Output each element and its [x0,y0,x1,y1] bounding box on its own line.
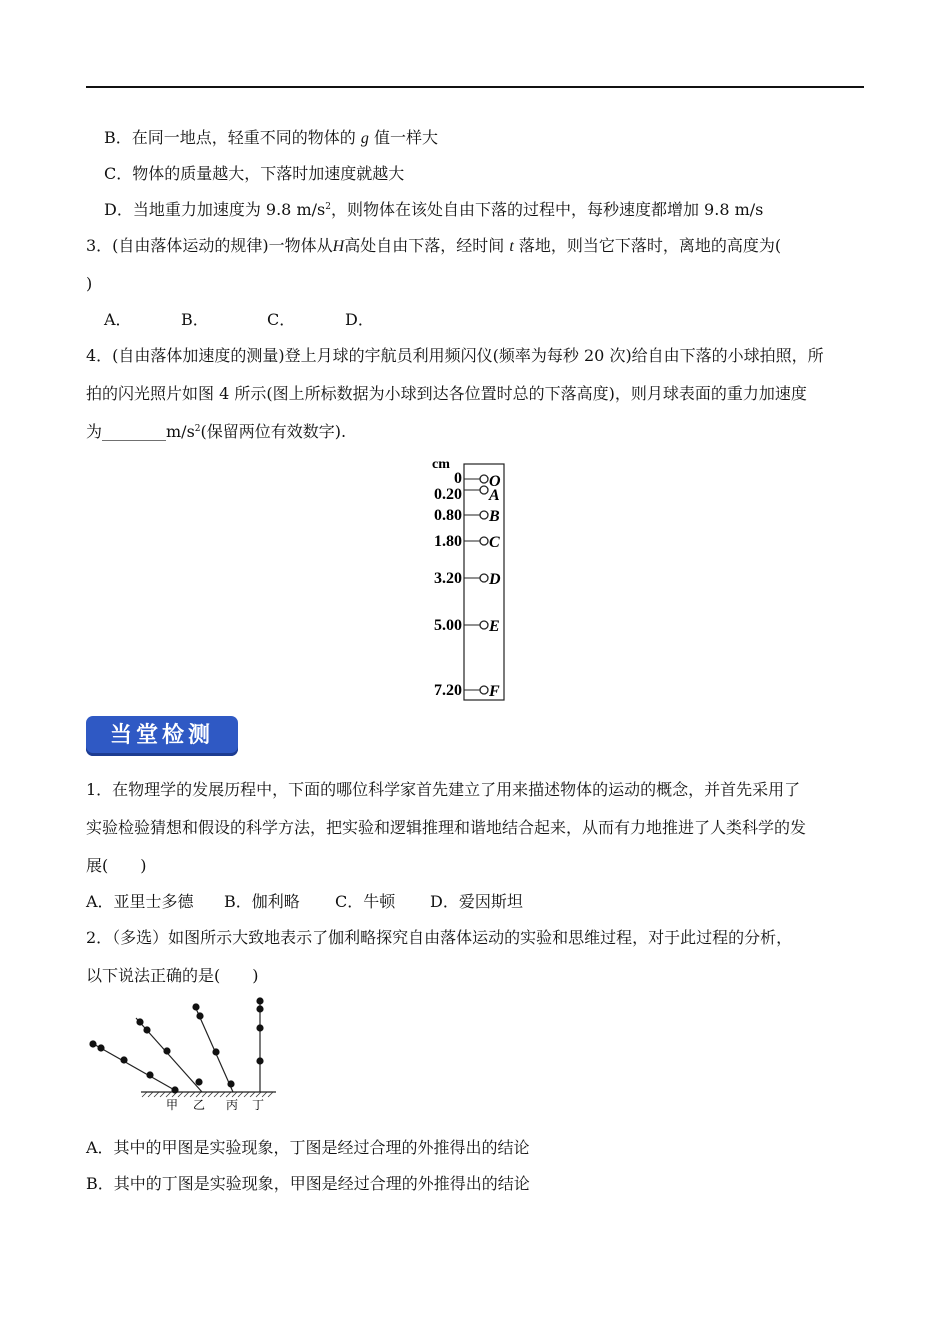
unit-label: cm [432,457,450,472]
mark-label-f: F [489,683,500,700]
q3-mid: 高处自由下落，经时间 [344,236,505,255]
q4-line-1: 4．(自由落体加速度的测量)登上月球的宇航员利用频闪仪(频率为每秒 20 次)给自由下落的小球拍照，所 [86,346,824,365]
t1-options [86,892,523,912]
mark-value-c: 1.80 [434,533,462,550]
galileo-incline-figure [86,996,286,1114]
q3-tail: 落地，则当它下落时，离地的高度为( [518,236,782,255]
mark-label-d: D [489,571,501,588]
mark-label-a: A [489,487,500,504]
var-t: t [509,238,514,255]
q4-line-2: 拍的闪光照片如图 4 所示(图上所标数据为小球到达各位置时总的下落高度)，则月球表面的重力加速度 [86,384,807,403]
ball-a [480,486,488,494]
ball-d [480,574,488,582]
t1-option-c: C．牛顿 [335,892,396,911]
q3-option-d: D． [345,310,374,329]
t1-line-3: 展( ) [86,856,147,875]
mark-label-o: O [489,473,501,490]
prev-option-d [104,200,763,220]
q4-tail: (保留两位有效数字). [200,422,347,441]
prev-option-c: C．物体的质量越大，下落时加速度就越大 [104,164,405,183]
t2-option-a: A．其中的甲图是实验现象，丁图是经过合理的外推得出的结论 [86,1138,530,1157]
q4-line-3 [86,422,346,442]
option-d-text: D．当地重力加速度为 9.8 m/s [104,200,326,219]
prev-option-b [104,128,438,149]
q3-pre: 3．(自由落体运动的规律)一物体从 [86,236,333,255]
t1-option-d: D．爱因斯坦 [430,892,523,911]
q3-option-a: A． [104,310,132,329]
ball-e [480,621,488,629]
superscript: 2 [325,202,331,212]
header-rule [86,86,864,88]
q3-options [104,310,374,330]
option-d-tail: ，则物体在该处自由下落的过程中，每秒速度都增加 9.8 m/s [330,200,764,219]
mark-value-e: 5.00 [434,617,462,634]
var-h: H [332,238,345,255]
mark-label-c: C [489,534,500,551]
mark-value-d: 3.20 [434,570,462,587]
balls [89,997,263,1093]
ground-hatch [142,1092,273,1097]
q3-stem [86,236,781,257]
t2-line-1: 2．（多选）如图所示大致地表示了伽利略探究自由落体运动的实验和思维过程，对于此过程的分析， [86,928,793,947]
var-g: g [360,130,369,147]
mark-value-a: 0.20 [434,486,462,503]
ball-o [480,475,488,483]
q3-option-b: B． [181,310,209,329]
mark-value-o: 0 [454,470,462,487]
section-title: 当堂检测 [109,723,214,748]
q3-close: ) [86,274,93,293]
q3-option-c: C． [267,310,296,329]
label-ding: 丁 [252,1098,265,1112]
section-badge [86,716,238,756]
mark-value-b: 0.80 [434,507,462,524]
mark-label-e: E [489,618,500,635]
t2-line-2: 以下说法正确的是( ) [86,966,259,985]
t1-line-1: 1．在物理学的发展历程中，下面的哪位科学家首先建立了用来描述物体的运动的概念，并首先采用了 [86,780,801,799]
t1-option-b: B．伽利略 [224,892,300,911]
option-b-text: B．在同一地点，轻重不同的物体的 [104,128,356,147]
mark-label-b: B [489,508,500,525]
ball-c [480,537,488,545]
t1-line-2: 实验检验猜想和假设的科学方法，把实验和逻辑推理和谐地结合起来，从而有力地推进了人类科学的发 [86,818,807,837]
mark-value-f: 7.20 [434,682,462,699]
ball-b [480,511,488,519]
label-bing: 丙 [226,1098,239,1112]
q4-blank: 为________m/s [86,422,195,441]
label-yi: 乙 [193,1098,206,1112]
strobe-photo-figure [420,452,520,708]
t1-option-a: A．亚里士多德 [86,892,194,911]
ball-f [480,686,488,694]
superscript: 2 [194,424,201,434]
option-b-tail: 值一样大 [373,128,438,147]
label-jia: 甲 [166,1098,179,1112]
t2-option-b: B．其中的丁图是实验现象，甲图是经过合理的外推得出的结论 [86,1174,530,1193]
